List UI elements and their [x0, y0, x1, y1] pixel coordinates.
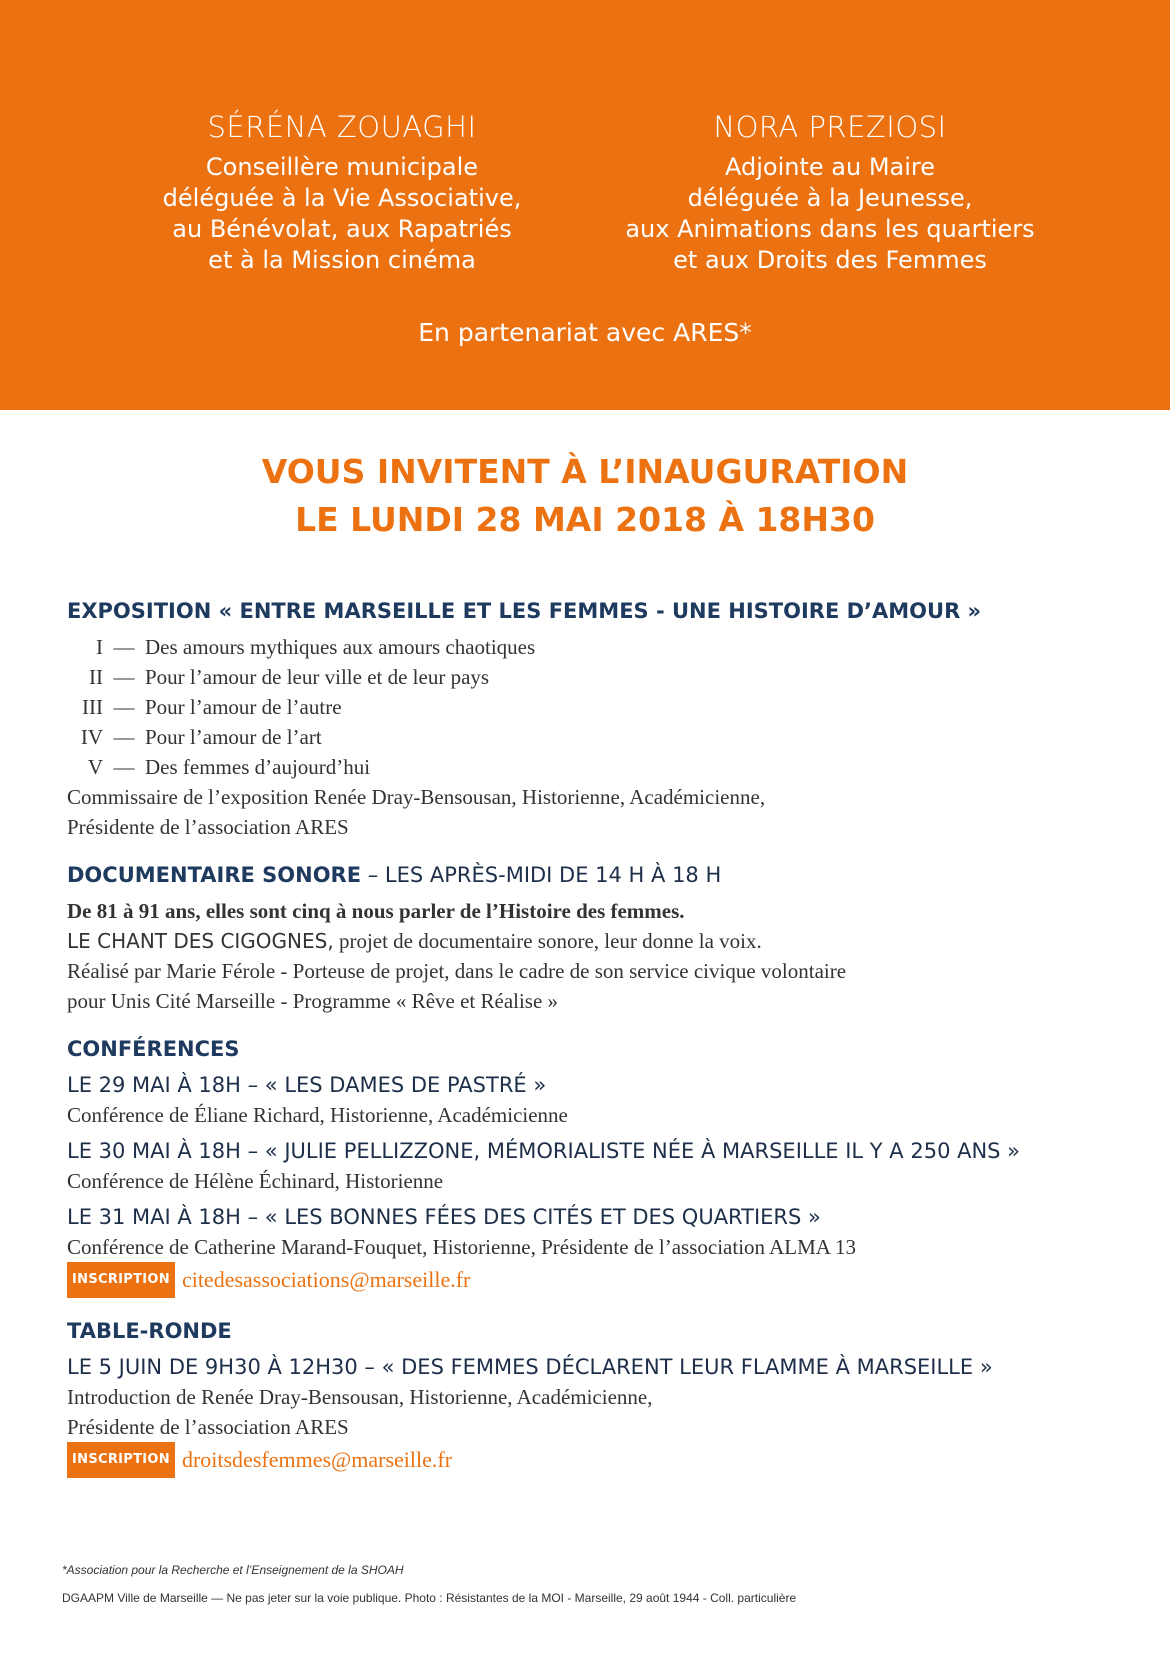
- chapter-item: [67, 692, 1157, 722]
- conference-speaker: Conférence de Catherine Marand-Fouquet, Historienne, Présidente de l’association ALMA 13: [67, 1235, 857, 1259]
- inscription-badge: INSCRIPTION: [67, 1442, 175, 1478]
- inscription-badge: INSCRIPTION: [67, 1262, 175, 1298]
- chapter-text: Des amours mythiques aux amours chaotiques: [145, 635, 536, 659]
- host-left-name: SÉRÉNA ZOUAGHI: [207, 110, 477, 144]
- chapter-text: Des femmes d’aujourd’hui: [145, 755, 371, 779]
- chapter-dash: —: [113, 725, 135, 749]
- partnership-text: En partenariat avec ARES*: [418, 318, 752, 347]
- exposition-title: EXPOSITION « ENTRE MARSEILLE ET LES FEMMES - UNE HISTOIRE D’AMOUR »: [67, 599, 982, 623]
- host-left-role-line: déléguée à la Vie Associative,: [162, 184, 522, 212]
- table-ronde-line: Introduction de Renée Dray-Bensousan, Historienne, Académicienne,: [67, 1385, 653, 1409]
- documentaire-project-name: LE CHANT DES CIGOGNES,: [67, 929, 334, 953]
- documentaire-project-desc: projet de documentaire sonore, leur donne la voix.: [333, 929, 762, 953]
- host-left-role-line: Conseillère municipale: [205, 153, 479, 181]
- header-banner: [0, 0, 1170, 410]
- conferences-email-link[interactable]: citedesassociations@marseille.fr: [181, 1267, 471, 1292]
- documentaire-intro: De 81 à 91 ans, elles sont cinq à nous parler de l’Histoire des femmes.: [67, 899, 685, 923]
- host-right-role-line: et aux Droits des Femmes: [673, 246, 987, 274]
- host-right-name: NORA PREZIOSI: [713, 110, 947, 144]
- headline-line-2: LE LUNDI 28 MAI 2018 À 18H30: [295, 500, 875, 539]
- footer-legal: DGAAPM Ville de Marseille — Ne pas jeter sur la voie publique. Photo : Résistantes de la MOI - Marseille, 29 août 1944 - Coll. particulière: [62, 1591, 797, 1605]
- program-content: [67, 596, 1157, 1478]
- chapter-item: [67, 632, 1157, 662]
- documentaire-line: Réalisé par Marie Férole - Porteuse de projet, dans le cadre de son service civique volontaire: [67, 959, 847, 983]
- conference-title: LE 30 MAI À 18H – « JULIE PELLIZZONE, MÉMORIALISTE NÉE À MARSEILLE IL Y A 250 ANS »: [67, 1139, 1021, 1163]
- chapter-text: Pour l’amour de leur ville et de leur pays: [145, 665, 490, 689]
- host-right-role: [570, 152, 1090, 276]
- conferences-inscription: [67, 1262, 1157, 1298]
- headline-line-1: VOUS INVITENT À L’INAUGURATION: [261, 452, 909, 491]
- chapter-item: [67, 722, 1157, 752]
- documentaire-title: [67, 860, 1157, 890]
- documentaire-title-text: DOCUMENTAIRE SONORE: [67, 863, 362, 887]
- table-ronde-title: TABLE-RONDE: [67, 1319, 232, 1343]
- curator-line: Présidente de l’association ARES: [67, 815, 349, 839]
- chapter-text: Pour l’amour de l’autre: [145, 695, 342, 719]
- table-ronde-inscription: [67, 1442, 1157, 1478]
- conference-title: LE 29 MAI À 18H – « LES DAMES DE PASTRÉ »: [67, 1073, 547, 1097]
- host-right-role-line: aux Animations dans les quartiers: [625, 215, 1035, 243]
- chapter-number: V: [87, 755, 103, 779]
- host-left-role-line: au Bénévolat, aux Rapatriés: [172, 215, 512, 243]
- chapter-dash: —: [113, 635, 135, 659]
- chapter-number: II: [89, 665, 103, 689]
- chapter-item: [67, 662, 1157, 692]
- chapter-item: [67, 752, 1157, 782]
- documentaire-subtitle: – LES APRÈS-MIDI DE 14 H À 18 H: [361, 863, 722, 887]
- chapter-dash: —: [113, 695, 135, 719]
- host-left-role: [82, 152, 602, 276]
- curator-line: Commissaire de l’exposition Renée Dray-Bensousan, Historienne, Académicienne,: [67, 785, 766, 809]
- host-right-role-line: Adjointe au Maire: [725, 153, 935, 181]
- chapter-number: IV: [80, 725, 103, 749]
- conference-speaker: Conférence de Éliane Richard, Historienne, Académicienne: [67, 1103, 568, 1127]
- host-right: [570, 110, 1090, 276]
- host-left: [82, 110, 602, 276]
- table-ronde-email-link[interactable]: droitsdesfemmes@marseille.fr: [181, 1447, 453, 1472]
- host-right-role-line: déléguée à la Jeunesse,: [687, 184, 973, 212]
- table-ronde-event: LE 5 JUIN DE 9H30 À 12H30 – « DES FEMMES DÉCLARENT LEUR FLAMME À MARSEILLE »: [67, 1355, 993, 1379]
- chapter-number: III: [82, 695, 103, 719]
- chapter-number: I: [96, 635, 103, 659]
- table-ronde-line: Présidente de l’association ARES: [67, 1415, 349, 1439]
- conference-speaker: Conférence de Hélène Échinard, Historienne: [67, 1169, 444, 1193]
- chapter-text: Pour l’amour de l’art: [145, 725, 322, 749]
- conferences-title: CONFÉRENCES: [67, 1037, 240, 1061]
- host-left-role-line: et à la Mission cinéma: [208, 246, 476, 274]
- footer-note: *Association pour la Recherche et l’Enseignement de la SHOAH: [62, 1563, 404, 1577]
- chapter-dash: —: [113, 665, 135, 689]
- invitation-headline: [0, 448, 1170, 544]
- documentaire-line: [67, 926, 1157, 956]
- chapter-dash: —: [113, 755, 135, 779]
- conference-title: LE 31 MAI À 18H – « LES BONNES FÉES DES CITÉS ET DES QUARTIERS »: [67, 1205, 821, 1229]
- documentaire-line: pour Unis Cité Marseille - Programme « Rêve et Réalise »: [67, 989, 559, 1013]
